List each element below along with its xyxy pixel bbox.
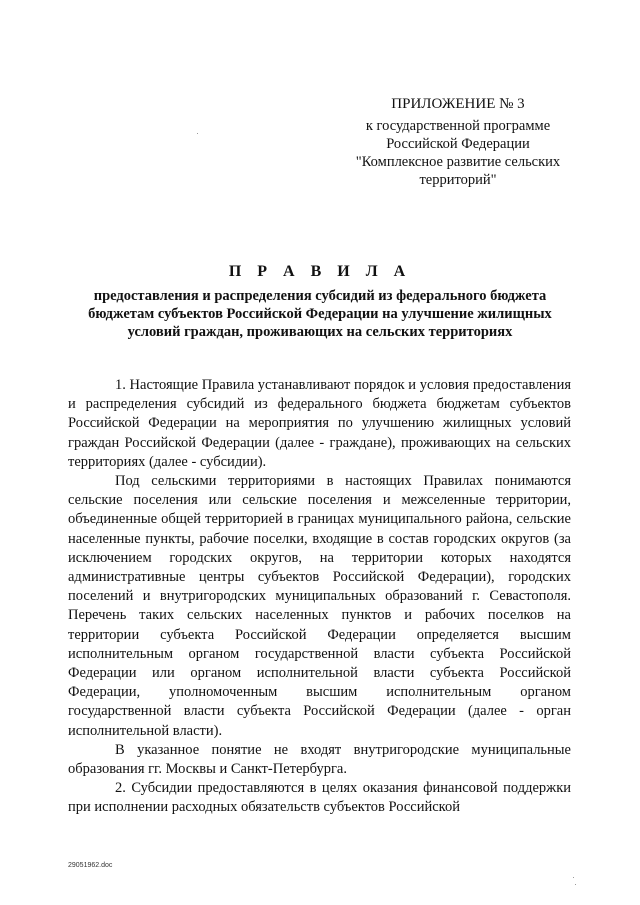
paragraph: В указанное понятие не входят внутригородские муниципальные образования гг. Москвы и Санкт-Петербурга. — [68, 741, 571, 778]
paragraph: 2. Субсидии предоставляются в целях оказания финансовой поддержки при исполнении расходных обязательств субъектов Российской — [68, 780, 571, 816]
appendix-line: территорий" — [419, 172, 497, 188]
scan-speck — [573, 877, 574, 878]
scan-speck — [575, 884, 576, 885]
footer-filename: 29051962.doc — [68, 862, 113, 869]
subtitle-line: условий граждан, проживающих на сельских территориях — [127, 324, 513, 340]
appendix-line: "Комплексное развитие сельских — [355, 154, 561, 170]
appendix-line: Российской Федерации — [386, 136, 530, 152]
document-subtitle — [60, 287, 580, 341]
document-title: П Р А В И Л А — [228, 263, 412, 280]
appendix-title: ПРИЛОЖЕНИЕ № 3 — [391, 96, 525, 112]
appendix-line: к государственной программе — [365, 118, 551, 134]
paragraph: 1. Настоящие Правила устанавливают порядок и условия предоставления и распределения субсидий из федерального бюджета бюджетам субъектов Российской Федерации на мероприятия по улучшению жилищных условий граждан Российской Федерации (далее - граждане), проживающих на сельских территориях (далее - субсидии). — [68, 377, 571, 470]
subtitle-line: бюджетам субъектов Российской Федерации на улучшение жилищных — [88, 306, 552, 322]
document-body — [68, 376, 571, 818]
scan-speck — [197, 133, 198, 134]
subtitle-line: предоставления и распределения субсидий из федерального бюджета — [93, 288, 547, 304]
appendix-header — [338, 95, 578, 189]
paragraph: Под сельскими территориями в настоящих Правилах понимаются сельские поселения или сельские поселения и межселенные территории, объединенные общей территорией в границах муниципального района, сельские населенные пункты, рабочие поселки, входящие в состав городских округов (за исключением городских округов, на территории которых находятся административные центры субъектов Российской Федерации), городских поселений и внутригородских муниципальных образований г. Севастополя. Перечень таких сельских населенных пунктов и рабочих поселков на территории субъекта Российской Федерации определяется высшим исполнительным органом государственной власти субъекта Российской Федерации или органом исполнительной власти субъекта Российской Федерации, уполномоченным высшим исполнительным органом государственной власти субъекта Российской Федерации (далее - орган исполнительной власти). — [68, 473, 571, 739]
